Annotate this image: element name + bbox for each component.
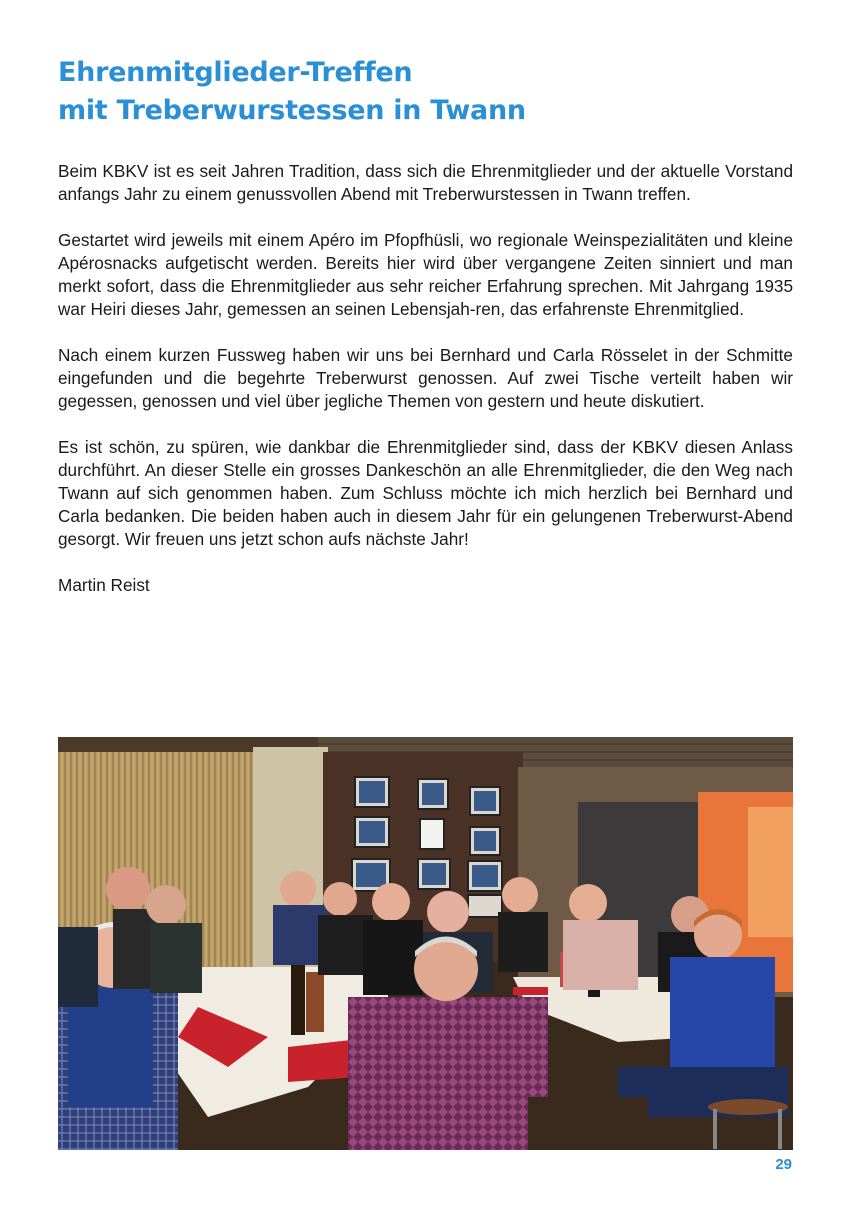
article-title [58,54,798,130]
title-line-2: mit Treberwurstessen in Twann [58,95,526,126]
page-number: 29 [775,1156,792,1173]
article-body [58,160,793,620]
paragraph-dinner: Nach einem kurzen Fussweg haben wir uns bei Bernhard und Carla Rösselet in der Schmitte eingefunden und die begehrte Treberwurst genossen. Auf zwei Tische verteilt haben wir gegessen, genossen und viel über jegliche Themen von gestern und heute diskutiert. [58,345,793,411]
title-line-1: Ehrenmitglieder-Treffen [58,57,413,88]
paragraph-thanks: Es ist schön, zu spüren, wie dankbar die Ehrenmitglieder sind, dass der KBKV diesen Anlass durchführt. An dieser Stelle ein grosses Dankeschön an alle Ehrenmitglieder, die den Weg nach Twann auf sich genommen haben. Zum Schluss möchte ich mich herzlich bei Bernhard und Carla bedanken. Die beiden haben auch in diesem Jahr für ein gelungenen Treberwurst-Abend gesorgt. Wir freuen uns jetzt schon aufs nächste Jahr! [58,437,793,549]
author-name: Martin Reist [58,575,150,595]
paragraph-intro: Beim KBKV ist es seit Jahren Tradition, dass sich die Ehrenmitglieder und der aktuelle Vorstand anfangs Jahr zu einem genussvollen Abend mit Treberwurstessen in Twann treffen. [58,161,793,204]
paragraph-apero: Gestartet wird jeweils mit einem Apéro im Pfopfhüsli, wo regionale Weinspezialitäten und kleine Apérosnacks aufgetischt werden. Bereits hier wird über vergangene Zeiten sinniert und man merkt sofort, dass die Ehrenmitglieder aus sehr reicher Erfahrung sprechen. Mit Jahrgang 1935 war Heiri dieses Jahr, gemessen an seinen Lebensjah-ren, das erfahrenste Ehrenmitglied. [58,230,793,319]
group-photo [58,737,793,1150]
